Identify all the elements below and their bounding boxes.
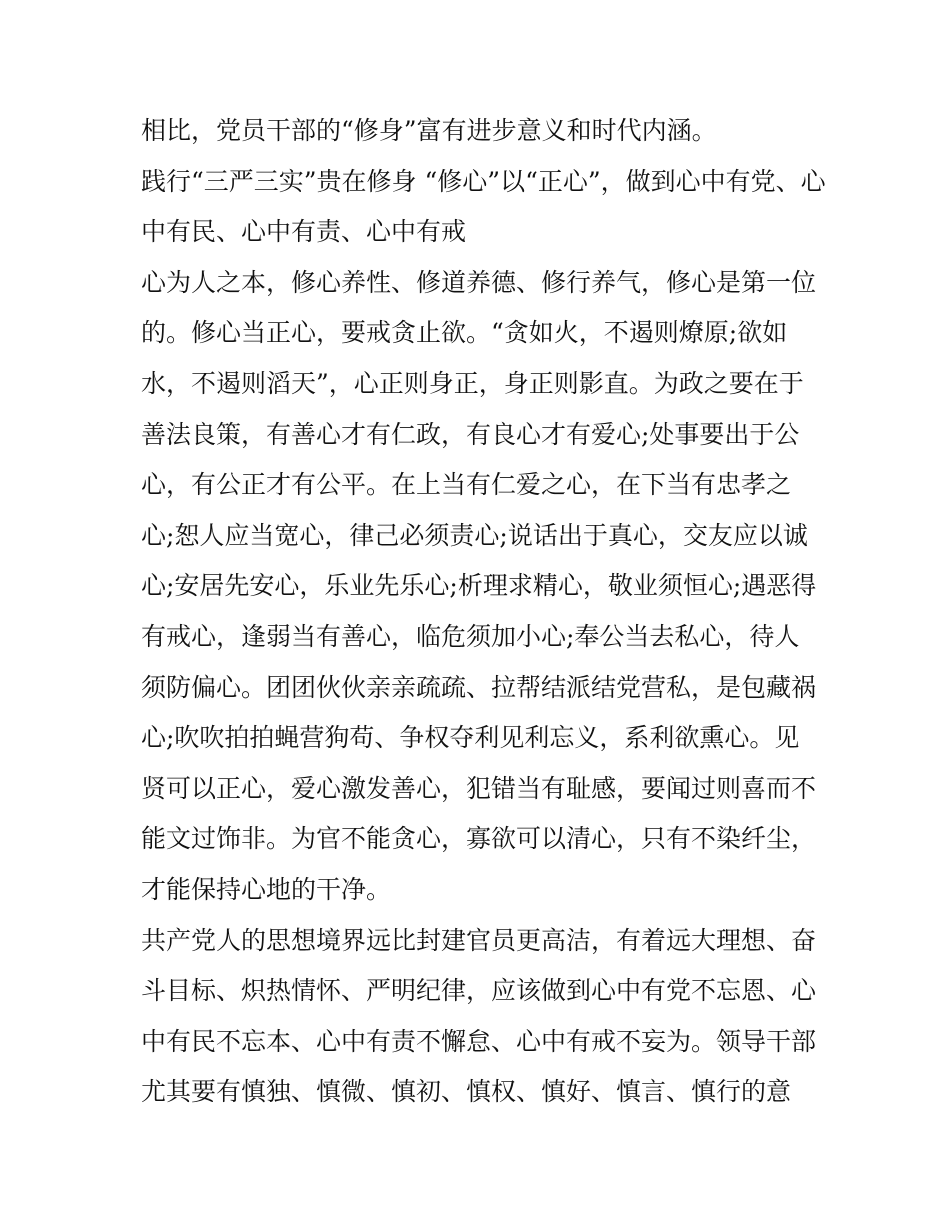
text-line: 共产党人的思想境界远比封建官员更高洁，有着远大理想、奋 — [141, 925, 817, 955]
text-line: 心，有公正才有公平。在上当有仁爱之心，在下当有忠孝之 — [141, 470, 792, 500]
text-line: 斗目标、炽热情怀、严明纪律，应该做到心中有党不忘恩、心 — [141, 976, 817, 1006]
document-body — [141, 106, 826, 1118]
text-line: 须防偏心。团团伙伙亲亲疏疏、拉帮结派结党营私，是包藏祸 — [141, 672, 817, 702]
text-line: 善法良策，有善心才有仁政，有良心才有爱心;处事要出于公 — [141, 419, 800, 449]
text-line: 心;恕人应当宽心，律己必须责心;说话出于真心，交友应以诚 — [141, 520, 808, 550]
text-line: 心;吹吹拍拍蝇营狗苟、争权夺利见利忘义，系利欲熏心。见 — [141, 723, 800, 753]
text-line: 相比，党员干部的“修身”富有进步意义和时代内涵。 — [141, 116, 717, 145]
text-line: 才能保持心地的干净。 — [141, 874, 392, 904]
text-line: 心;安居先安心，乐业先乐心;析理求精心，敬业须恒心;遇恶得 — [141, 571, 817, 601]
text-line: 尤其要有慎独、慎微、慎初、慎权、慎好、慎言、慎行的意 — [141, 1077, 792, 1107]
text-line: 能文过饰非。为官不能贪心，寡欲可以清心，只有不染纤尘， — [141, 824, 817, 854]
text-line: 的。修心当正心，要戒贪止欲。“贪如火，不遏则燎原;欲如 — [141, 318, 788, 348]
text-line: 贤可以正心，爱心激发善心，犯错当有耻感，要闻过则喜而不 — [141, 773, 817, 803]
text-line: 有戒心，逢弱当有善心，临危须加小心;奉公当去私心，待人 — [141, 621, 800, 651]
text-line: 心为人之本，修心养性、修道养德、修行养气，修心是第一位 — [141, 267, 817, 297]
text-line: 践行“三严三实”贵在修身 “修心”以“正心”，做到心中有党、心 — [141, 166, 826, 196]
text-line: 水，不遏则滔天”，心正则身正，身正则影直。为政之要在于 — [141, 368, 804, 398]
text-line: 中有民、心中有责、心中有戒 — [141, 217, 467, 247]
text-line: 中有民不忘本、心中有责不懈怠、心中有戒不妄为。领导干部 — [141, 1026, 817, 1056]
